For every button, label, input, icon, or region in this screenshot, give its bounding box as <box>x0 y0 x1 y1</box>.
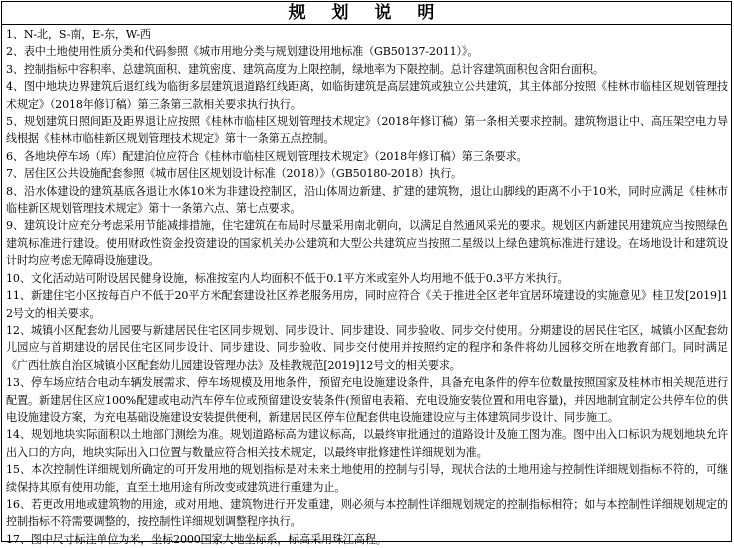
note-item-4: 4、图中地块边界建筑后退红线为临街多层建筑退道路红线距离，如临街建筑是高层建筑或独立公共建筑，其主体部分按照《桂林市临桂区规划管理技术规定》（2018年修订稿）第三条第三款相关要求执行执行。 <box>6 80 728 111</box>
note-item-7: 7、居住区公共设施配套参照《城市居住区规划设计标准（2018）》（GB50180-2018）执行。 <box>6 167 463 181</box>
planning-notes-document <box>1 1 732 546</box>
note-item-5: 5、规划建筑日照间距及距界退让应按照《桂林市临桂区规划管理技术规定》（2018年修订稿）第一条相关要求控制。建筑物退让中、高压架空电力导线根据《桂林市临桂新区规划管理技术规定》第十一条第五点控制。 <box>6 115 728 146</box>
note-item-14: 14、规划地块实际面积以土地部门测绘为准。规划道路标高为建议标高，以最终审批通过的道路设计及施工图为准。图中出入口标识为规划地块允许出入口的方向，地块实际出入口位置与数量应符合相关技术规定，以最终审批修建性详细规划为准。 <box>6 428 728 459</box>
note-item-2: 2、表中土地使用性质分类和代码参照《城市用地分类与规划建设用地标准（GB50137-2011）》。 <box>6 45 479 59</box>
note-item-6: 6、各地块停车场（库）配建泊位应符合《桂林市临桂区规划管理技术规定》（2018年修订稿）第三条要求。 <box>6 149 528 163</box>
note-item-1: 1、N-北，S-南，E-东，W-西 <box>6 28 151 41</box>
note-item-17: 17、图中尺寸标注单位为米，坐标2000国家大地坐标系，标高采用珠江高程。 <box>6 532 387 546</box>
note-item-8: 8、沿水体建设的建筑基底各退让水体10米为非建设控制区，沿山体周边新建、扩建的建筑物，退让山脚线的距离不小于10米，同时应满足《桂林市临桂新区规划管理技术规定》第十一条第六点、第七点要求。 <box>6 184 728 216</box>
document-title: 规 划 说 明 <box>2 2 731 25</box>
note-item-9: 9、建筑设计应充分考虑采用节能减排措施，住宅建筑在布局时尽量采用南北朝向，以满足自然通风采光的要求。规划区内新建民用建筑应当按照绿色建筑标准进行建设。使用财政性资金投资建设的国家机关办公建筑和大型公共建筑应当按照二星级以上绿色建筑标准进行建设。在场地设计和建筑设计时均应考虑无障碍设施建设。 <box>6 219 728 268</box>
notes-list <box>2 25 731 548</box>
note-item-15: 15、本次控制性详细规划所确定的可开发用地的规划指标是对未来土地使用的控制与引导，现状合法的土地用途与控制性详细规划指标不符的，可继续保持其原有使用功能，直至土地用途有所改变或建筑进行重建为止。 <box>6 463 728 494</box>
note-item-3: 3、控制指标中容积率、总建筑面积、建筑密度、建筑高度为上限控制，绿地率为下限控制。总计容建筑面积包含阳台面积。 <box>6 62 604 76</box>
note-item-16: 16、若更改用地或建筑物的用途，或对用地、建筑物进行开发重建，则必须与本控制性详细规划规定的控制指标相符；如与本控制性详细规划规定的控制指标不符需要调整的，按控制性详细规划调整程序执行。 <box>6 497 728 529</box>
note-item-11: 11、新建住宅小区按每百户不低于20平方米配套建设社区养老服务用房，同时应符合《关于推进全区老年宜居环境建设的实施意见》桂卫发[2019]12号文的相关要求。 <box>6 289 728 320</box>
note-item-10: 10、文化活动站可附设居民健身设施，标准按室内人均面积不低于0.1平方米或室外人均用地不低于0.3平方米执行。 <box>6 271 569 285</box>
note-item-13: 13、停车场应结合电动车辆发展需求、停车场规模及用地条件，预留充电设施建设条件，具备充电条件的停车位数量按照国家及桂林市相关规范进行配置。新建居住区应100%配建或电动汽车停车位或预留建设安装条件(预留电表箱、充电设施安装位置和用电容量)，并因地制宜制定公共停车位的供电设施建设方案，为充电基础设施建设安装提供便利，新建居民区停车位配套供电设施建设应与主体建筑同步设计、同步施工。 <box>6 376 728 424</box>
note-item-12: 12、城镇小区配套幼儿园要与新建居民住宅区同步规划、同步设计、同步建设、同步验收、同步交付使用。分期建设的居民住宅区，城镇小区配套幼儿园应与首期建设的居民住宅区同步设计、同步建设、同步验收、同步交付使用并按照约定的程序和条件将幼儿园移交所在地教育部门。同时满足《广西壮族自治区城镇小区配套幼儿园建设管理办法》及桂教规范[2019]12号文的相关要求。 <box>6 323 728 372</box>
